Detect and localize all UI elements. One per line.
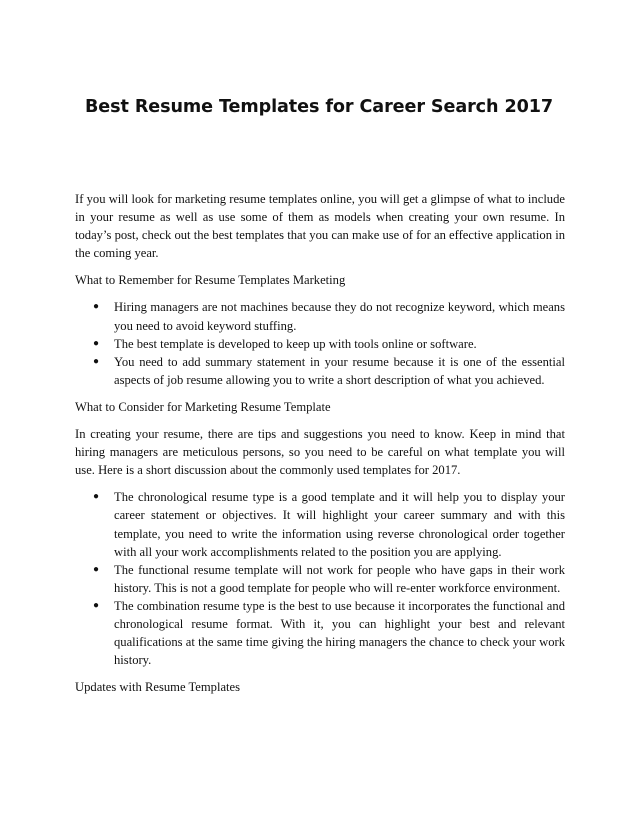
section-heading-remember: What to Remember for Resume Templates Marketing bbox=[75, 273, 346, 288]
bullet-icon: ● bbox=[93, 301, 100, 313]
intro-paragraph: If you will look for marketing resume templates online, you will get a glimpse of what to include in your resume as well as use some of them as models when creating your own resume. In today’s post, check out the best templates that you can make use of for an effective application in the coming year. bbox=[75, 192, 565, 261]
consider-list bbox=[75, 488, 565, 669]
list-item bbox=[93, 298, 565, 334]
list-item-text: The combination resume type is the best to use because it incorporates the functional and chronological resume format. With it, you can highlight your best and relevant qualifications at the same time giving the hiring managers the chance to check your work history. bbox=[114, 598, 565, 668]
document-body bbox=[75, 190, 565, 705]
bullet-icon: ● bbox=[93, 355, 100, 367]
list-item-text: Hiring managers are not machines because they do not recognize keyword, which means you need to avoid keyword stuffing. bbox=[114, 300, 565, 333]
bullet-icon: ● bbox=[93, 491, 100, 503]
list-item-text: The best template is developed to keep up with tools online or software. bbox=[114, 336, 477, 351]
bullet-icon: ● bbox=[93, 337, 100, 349]
list-item-text: The chronological resume type is a good template and it will help you to display your career statement or objectives. It will highlight your career summary and with this template, you need to write the information using reverse chronological order together with all your work accomplishments related to the position you are applying. bbox=[114, 490, 565, 559]
remember-list bbox=[75, 298, 565, 388]
list-item bbox=[93, 353, 565, 389]
list-item bbox=[93, 335, 565, 353]
list-item bbox=[93, 597, 565, 669]
document-title: Best Resume Templates for Career Search 2017 bbox=[84, 97, 554, 117]
consider-paragraph: In creating your resume, there are tips and suggestions you need to know. Keep in mind that hiring managers are meticulous persons, so you need to be careful on what template you will use. Here is a short discussion about the commonly used templates for 2017. bbox=[75, 427, 565, 478]
list-item-text: You need to add summary statement in your resume because it is one of the essential aspects of job resume allowing you to write a short description of what you achieved. bbox=[114, 354, 565, 387]
section-heading-updates: Updates with Resume Templates bbox=[75, 680, 241, 695]
list-item bbox=[93, 488, 565, 560]
list-item bbox=[93, 561, 565, 597]
list-item-text: The functional resume template will not work for people who have gaps in their work history. This is not a good template for people who will re-enter workforce environment. bbox=[114, 562, 565, 595]
bullet-icon: ● bbox=[93, 563, 100, 575]
bullet-icon: ● bbox=[93, 599, 100, 611]
section-heading-consider: What to Consider for Marketing Resume Template bbox=[75, 399, 331, 414]
